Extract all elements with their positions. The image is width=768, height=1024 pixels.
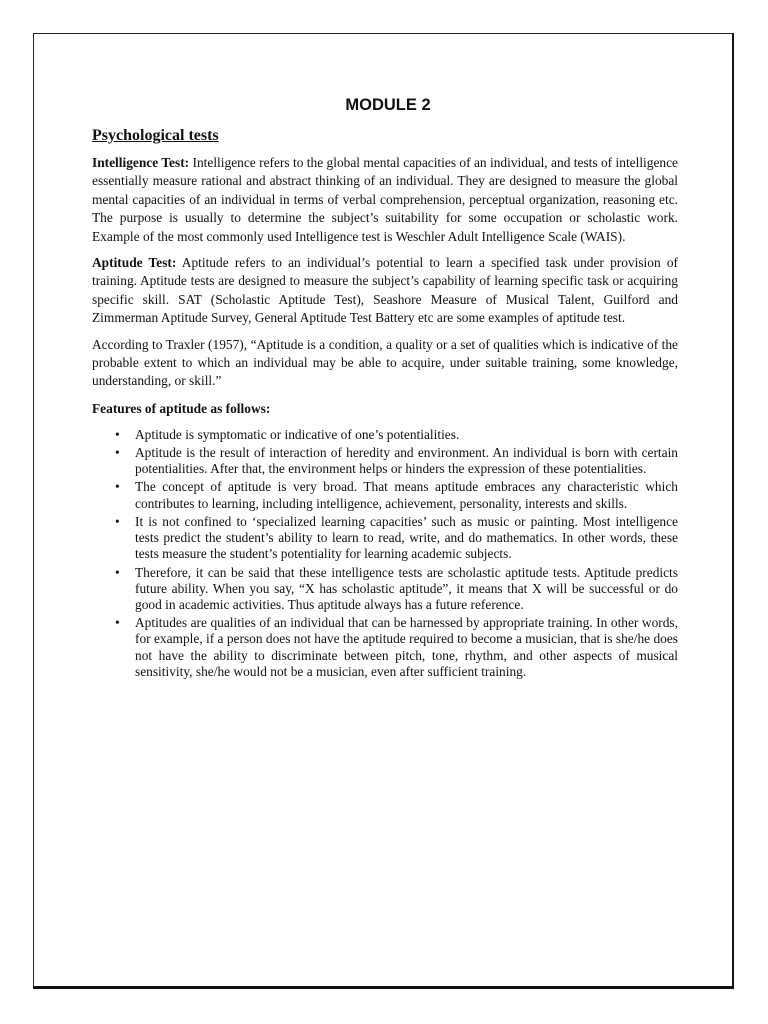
list-item: • Aptitudes are qualities of an individual that can be harnessed by appropriate training. In other words, for example, if a person does not have the aptitude required to become a musician, that is she/he does not have the ability to discriminate between pitch, tone, rhythm, and other aspects of musical sensitivity, she/he would not be a musician, even after sufficient training. bbox=[135, 615, 678, 680]
list-item: • Aptitude is the result of interaction of heredity and environment. An individual is born with certain potentialities. After that, the environment helps or hinders the expression of these potentialities. bbox=[135, 445, 678, 477]
aptitude-test-text: Aptitude refers to an individual’s potential to learn a specified task under provision of training. Aptitude tests are designed to measure the subject’s capability of learning specific task or acquiring specific skill. SAT (Scholastic Aptitude Test), Seashore Measure of Musical Talent, Guilford and Zimmerman Aptitude Survey, General Aptitude Test Battery etc are some examples of aptitude test. bbox=[92, 255, 678, 326]
list-item: • Therefore, it can be said that these intelligence tests are scholastic aptitude tests. Aptitude predicts future ability. When you say, “X has scholastic aptitude”, it means that X will be successful or do good in academic activities. Thus aptitude always has a future reference. bbox=[135, 565, 678, 614]
intelligence-test-text: Intelligence refers to the global mental capacities of an individual, and tests of intelligence essentially measure rational and abstract thinking of an individual. They are designed to measure the global mental capacities of an individual in terms of verbal comprehension, perceptual organization, reasoning etc. The purpose is usually to determine the subject’s suitability for some occupation or scholastic work. Example of the most commonly used Intelligence test is Weschler Adult Intelligence Scale (WAIS). bbox=[92, 155, 678, 244]
intelligence-test-paragraph bbox=[92, 154, 678, 246]
section-heading: Psychological tests bbox=[92, 127, 219, 144]
intelligence-test-label: Intelligence Test: bbox=[92, 155, 190, 170]
features-heading: Features of aptitude as follows: bbox=[92, 400, 271, 416]
features-list bbox=[92, 427, 678, 680]
traxler-quote-paragraph: According to Traxler (1957), “Aptitude is a condition, a quality or a set of qualities which is indicative of the probable extent to which an individual may be able to acquire, under suitable training, some knowledge, understanding, or skill.” bbox=[92, 336, 678, 389]
list-item: • It is not confined to ‘specialized learning capacities’ such as music or painting. Most intelligence tests predict the student’s ability to learn to read, write, and do mathematics. In other words, these tests measure the student’s potentiality for learning academic subjects. bbox=[135, 514, 678, 563]
module-title: MODULE 2 bbox=[345, 96, 431, 114]
list-item: • Aptitude is symptomatic or indicative of one’s potentialities. bbox=[135, 427, 678, 443]
list-item: • The concept of aptitude is very broad. That means aptitude embraces any characteristic which contributes to learning, including intelligence, achievement, personality, interests and skills. bbox=[135, 479, 678, 511]
aptitude-test-label: Aptitude Test: bbox=[92, 255, 177, 271]
aptitude-test-paragraph bbox=[92, 254, 678, 328]
document-body bbox=[92, 96, 678, 682]
